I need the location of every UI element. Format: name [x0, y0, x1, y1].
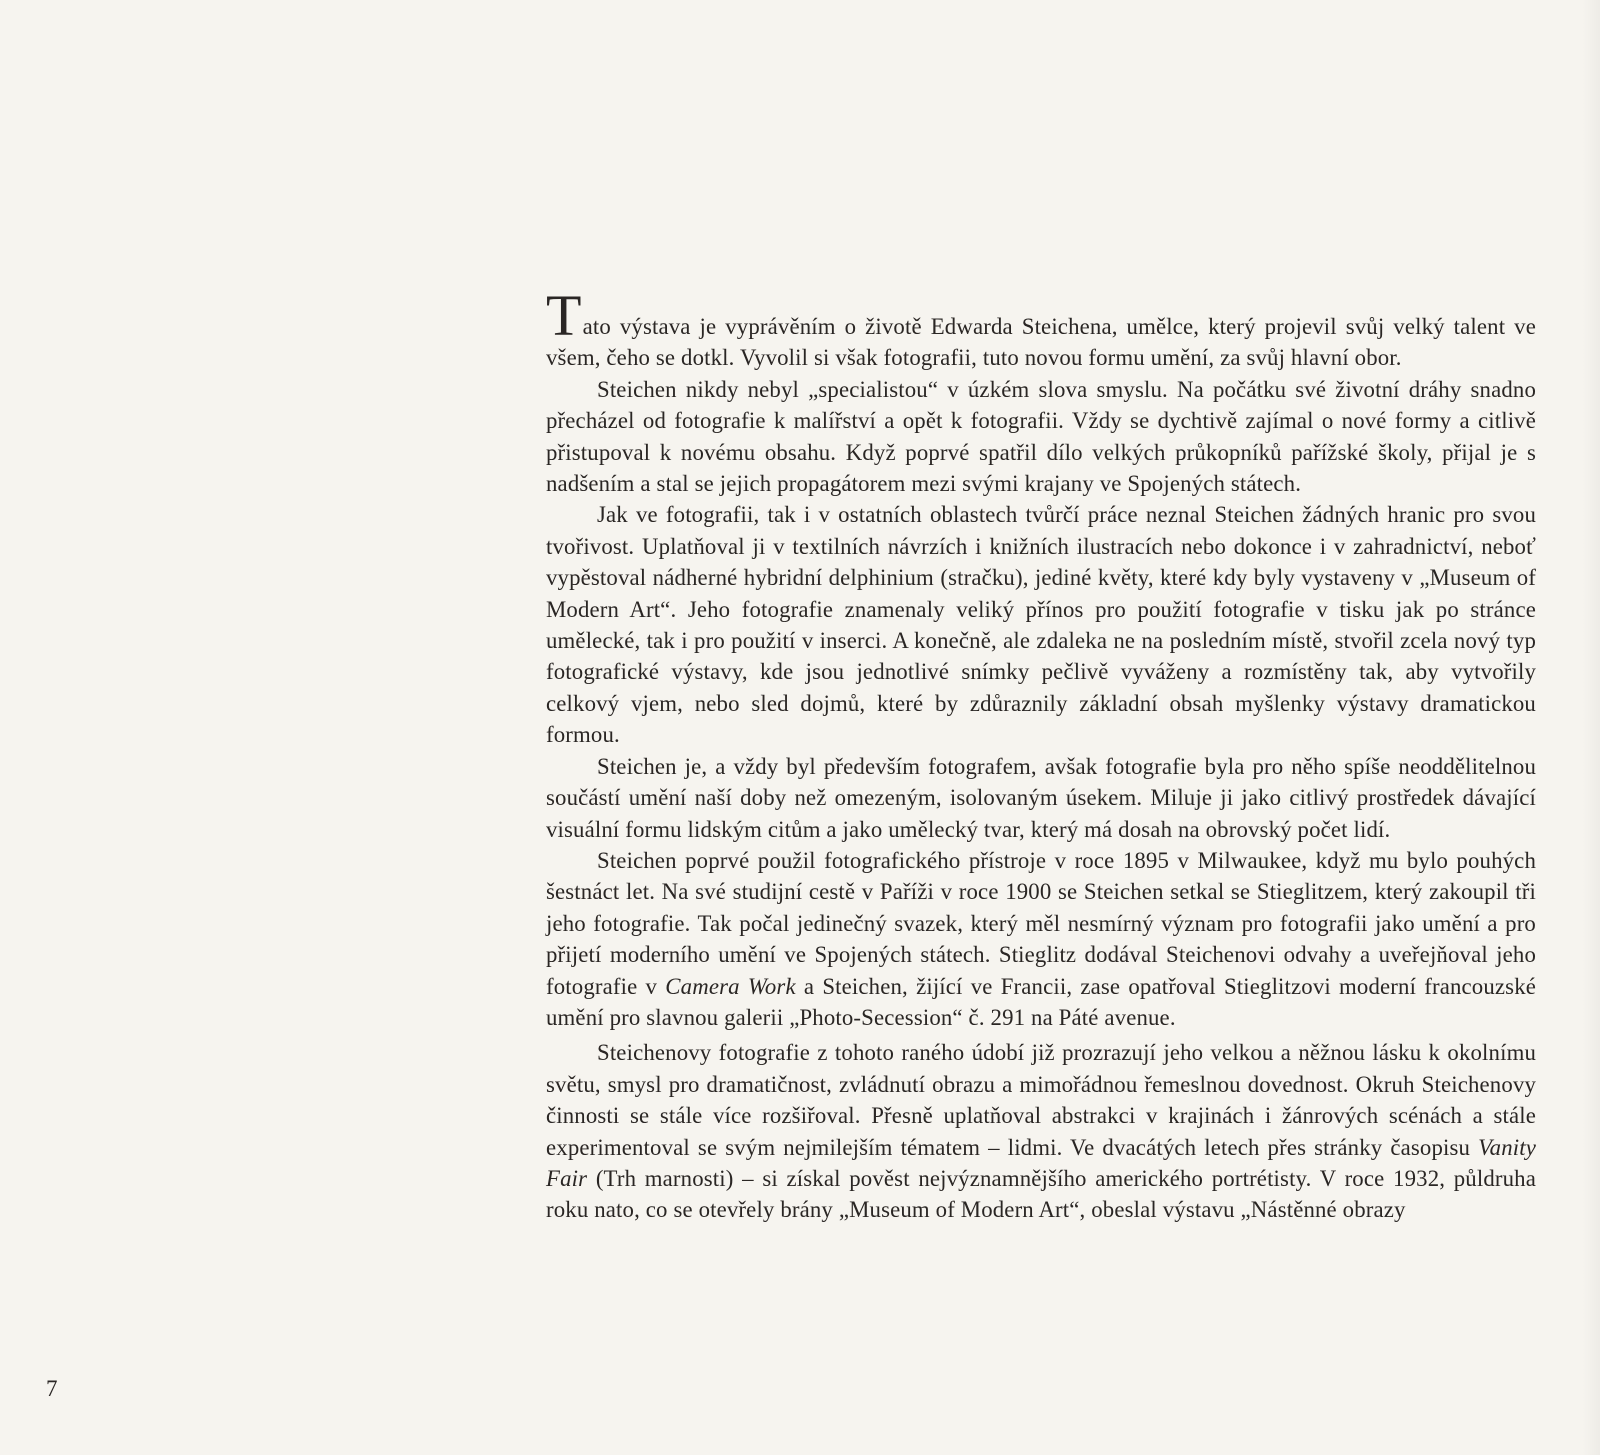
paragraph-3: [546, 499, 1536, 750]
paragraph-6: [546, 1037, 1536, 1225]
body-text: [546, 283, 1537, 1226]
paragraph-1-text: ato výstava je vyprávěním o životě Edwarda Steichena, umělce, který projevil svůj velký talent ve všem, čeho se dotkl. Vyvolil si však fotografii, tuto novou formu umění, za svůj hlavní obor.: [546, 314, 1536, 371]
drop-cap: T: [546, 283, 582, 348]
page-edge-shadow: [1582, 0, 1600, 1455]
camera-work-title: Camera Work: [665, 973, 796, 999]
paragraph-5: [546, 845, 1536, 1033]
vanity-fair-title: Vanity Fair: [546, 1134, 1536, 1191]
paragraph-5-text: Steichen poprvé použil fotografického přístroje v roce 1895 v Milwaukee, když mu bylo pouhých šestnáct let. Na své studijní cestě v Paříži v roce 1900 se Steichen setkal se Stieglitzem, který zakoupil tři jeho fotografie. Tak počal jedinečný svazek, který měl nesmírný význam pro fotografii jako umění a pro přijetí moderního umění ve Spojených státech. Stieglitz dodával Steichenovi odvahy a uveřejňoval jeho fotografie v: [546, 847, 1536, 999]
paragraph-4: [546, 751, 1536, 845]
paragraph-4-text: Steichen je, a vždy byl především fotografem, avšak fotografie byla pro něho spíše neoddělitelnou součástí umění naší doby než omezeným, isolovaným úsekem. Miluje ji jako citlivý prostředek dávající visuální formu lidským citům a jako umělecký tvar, který má dosah na obrovský počet lidí.: [546, 753, 1536, 842]
paragraph-5-after: a Steichen, žijící ve Francii, zase opatřoval Stieglitzovi moderní francouzské umění pro slavnou galerii „Photo-Secession“ č. 291 na Páté avenue.: [546, 973, 1537, 1030]
paragraph-3-text: Jak ve fotografii, tak i v ostatních oblastech tvůrčí práce neznal Steichen žádných hranic pro svou tvořivost. Uplatňoval ji v textilních návrzích i knižních ilustracích nebo dokonce i v zahradnictví, neboť vypěstoval nádherné hybridní delphinium (stračku), jediné květy, které kdy byly vystaveny v „Museum of Modern Art“. Jeho fotografie znamenaly veliký přínos pro použití fotografie v tisku jak po stránce umělecké, tak i pro použití v inserci. A konečně, ale zdaleka ne na posledním místě, stvořil zcela nový typ fotografické výstavy, kde jsou jednotlivé snímky pečlivě vyváženy a rozmístěny tak, aby vytvořily celkový vjem, nebo sled dojmů, které by zdůraznily základní obsah myšlenky výstavy dramatickou formou.: [546, 502, 1536, 748]
paragraph-6-text: Steichenovy fotografie z tohoto raného údobí již prozrazují jeho velkou a něžnou lásku k okolnímu světu, smysl pro dramatičnost, zvládnutí obrazu a mimořádnou řemeslnou dovednost. Okruh Steichenovy činnosti se stále více rozšiřoval. Přesně uplatňoval abstrakci v krajinách i žánrových scénách a stále experimentoval se svým nejmilejším tématem – lidmi. Ve dvacátých letech přes stránky časopisu: [546, 1040, 1536, 1160]
paragraph-2: [546, 374, 1536, 500]
paragraph-2-text: Steichen nikdy nebyl „specialistou“ v úzkém slova smyslu. Na počátku své životní dráhy snadno přecházel od fotografie k malířství a opět k fotografii. Vždy se dychtivě zajímal o nové formy a citlivě přistupoval k novému obsahu. Když poprvé spatřil dílo velkých průkopníků pařížské školy, přijal je s nadšením a stal se jejich propagátorem mezi svými krajany ve Spojených státech.: [546, 376, 1536, 497]
page-number: 7: [46, 1376, 58, 1401]
paragraph-6-after: (Trh marnosti) – si získal pověst nejvýznamnějšího amerického portrétisty. V roce 1932, půldruha roku nato, co se otevřely brány „Museum of Modern Art“, obeslal výstavu „Nástěnné obrazy: [546, 1165, 1536, 1223]
paragraph-1: [546, 283, 1536, 374]
